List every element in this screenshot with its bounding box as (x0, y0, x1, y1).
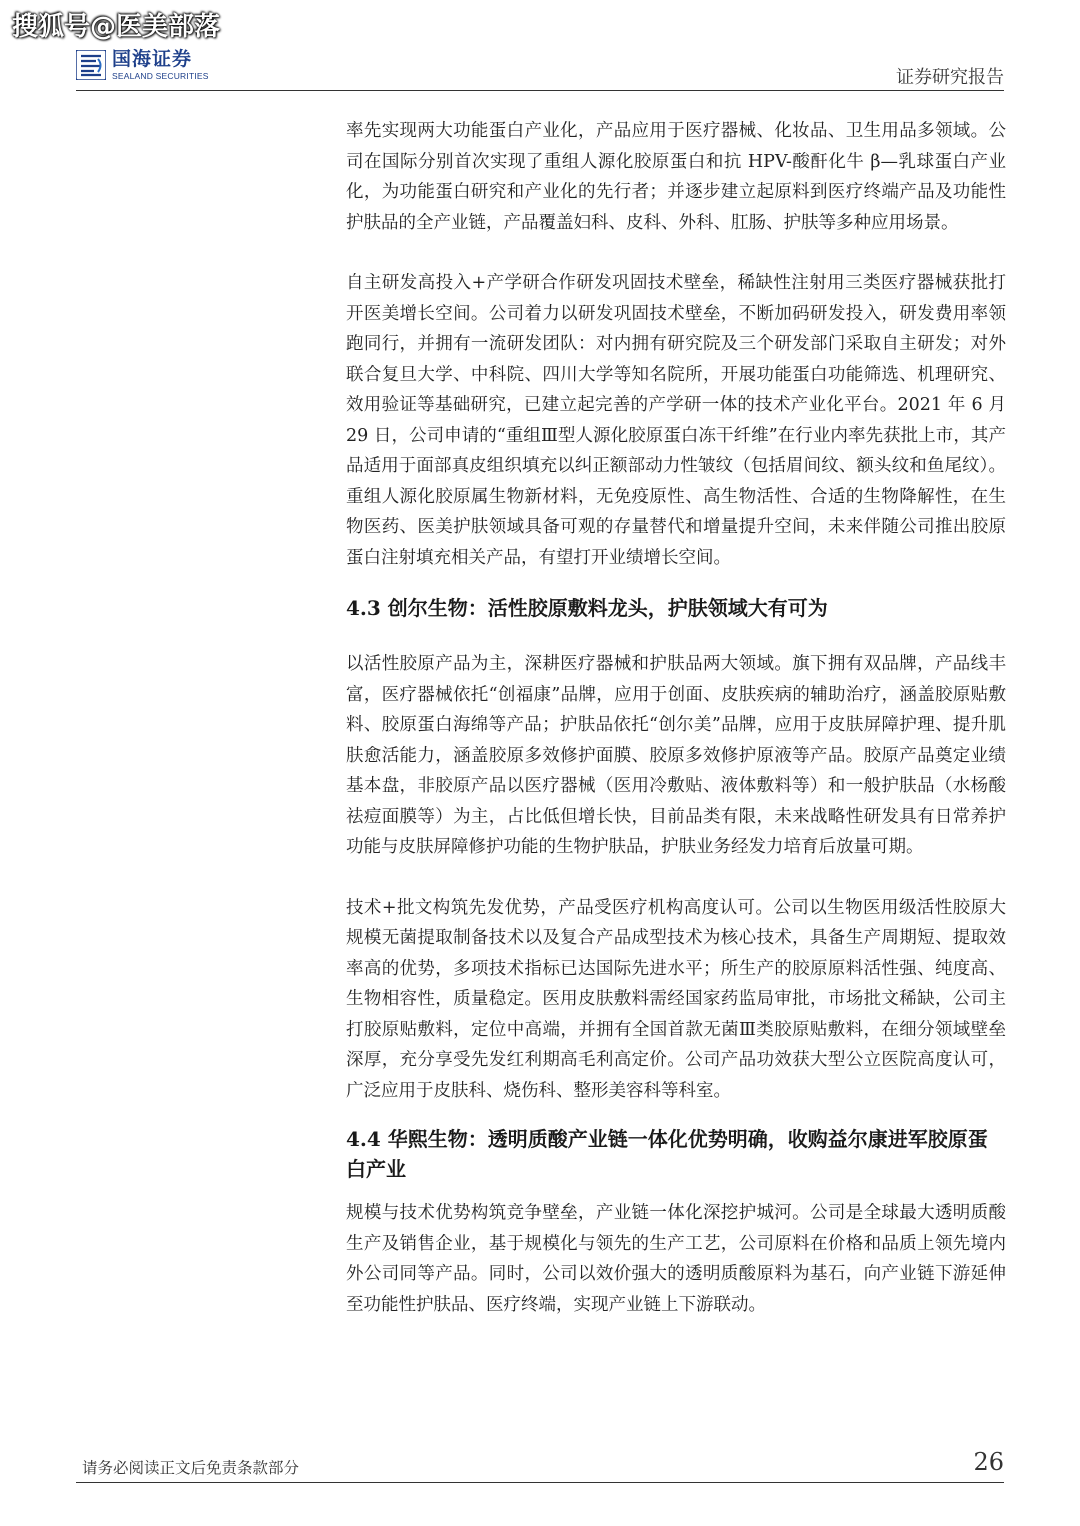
company-logo (76, 50, 209, 81)
sealand-logo-icon (76, 50, 106, 80)
paragraph: 率先实现两大功能蛋白产业化，产品应用于医疗器械、化妆品、卫生用品多领域。公司在国际分别首次实现了重组人源化胶原蛋白和抗 HPV-酸酐化牛 β—乳球蛋白产业化，为功能蛋白研究和产业化的先行者；并逐步建立起原料到医疗终端产品及功能性护肤品的全产业链，产品覆盖妇科、皮科、外科、肛肠、护肤等多种应用场景。 (346, 121, 1006, 233)
watermark: 搜狐号@医美部落 (12, 12, 221, 42)
page-footer (76, 1448, 1004, 1483)
logo-english-name: SEALAND SECURITIES (112, 71, 209, 81)
report-type: 证券研究报告 (896, 67, 1004, 88)
section-heading-4-3: 4.3 创尔生物：活性胶原敷料龙头，护肤领域大有可为 (346, 596, 828, 620)
disclaimer-note: 请务必阅读正文后免责条款部分 (82, 1459, 300, 1477)
section-heading-4-4: 4.4 华熙生物：透明质酸产业链一体化优势明确，收购益尔康进军胶原蛋白产业 (346, 1127, 988, 1181)
page-header (76, 48, 1004, 91)
paragraph: 规模与技术优势构筑竞争壁垒，产业链一体化深挖护城河。公司是全球最大透明质酸生产及销售企业，基于规模化与领先的生产工艺，公司原料在价格和品质上领先境内外公司同等产品。同时，公司以效价强大的透明质酸原料为基石，向产业链下游延伸至功能性护肤品、医疗终端，实现产业链上下游联动。 (346, 1203, 1006, 1315)
paragraph: 技术+批文构筑先发优势，产品受医疗机构高度认可。公司以生物医用级活性胶原大规模无菌提取制备技术以及复合产品成型技术为核心技术，具备生产周期短、提取效率高的优势，多项技术指标已达国际先进水平；所生产的胶原原料活性强、纯度高、生物相容性，质量稳定。医用皮肤敷料需经国家药监局审批，市场批文稀缺，公司主打胶原贴敷料，定位中高端，并拥有全国首款无菌Ⅲ类胶原贴敷料，在细分领域壁垒深厚，充分享受先发红利期高毛利高定价。公司产品功效获大型公立医院高度认可，广泛应用于皮肤科、烧伤科、整形美容科等科室。 (346, 897, 1006, 1101)
paragraph: 自主研发高投入+产学研合作研发巩固技术壁垒，稀缺性注射用三类医疗器械获批打开医美增长空间。公司着力以研发巩固技术壁垒，不断加码研发投入，研发费用率领跑同行，并拥有一流研发团队：对内拥有研究院及三个研发部门采取自主研发；对外联合复旦大学、中科院、四川大学等知名院所，开展功能蛋白功能筛选、机理研究、效用验证等基础研究，已建立起完善的产学研一体的技术产业化平台。2021 年 6 月 29 日，公司申请的“重组Ⅲ型人源化胶原蛋白冻干纤维”在行业内率先获批上市，其产品适用于面部真皮组织填充以纠正额部动力性皱纹（包括眉间纹、额头纹和鱼尾纹）。重组人源化胶原属生物新材料，无免疫原性、高生物活性、合适的生物降解性，在生物医药、医美护肤领域具备可观的存量替代和增量提升空间，未来伴随公司推出胶原蛋白注射填充相关产品，有望打开业绩增长空间。 (346, 273, 1006, 568)
paragraph: 以活性胶原产品为主，深耕医疗器械和护肤品两大领域。旗下拥有双品牌，产品线丰富，医疗器械依托“创福康”品牌，应用于创面、皮肤疾病的辅助治疗，涵盖胶原贴敷料、胶原蛋白海绵等产品；护肤品依托“创尔美”品牌，应用于皮肤屏障护理、提升肌肤愈活能力，涵盖胶原多效修护面膜、胶原多效修护原液等产品。胶原产品奠定业绩基本盘，非胶原产品以医疗器械（医用冷敷贴、液体敷料等）和一般护肤品（水杨酸祛痘面膜等）为主，占比低但增长快，目前品类有限，未来战略性研发具有日常养护功能与皮肤屏障修护功能的生物护肤品，护肤业务经发力培育后放量可期。 (346, 654, 1006, 857)
report-body (346, 116, 1006, 1320)
logo-chinese-name: 国海证券 (112, 48, 193, 70)
page-number: 26 (973, 1448, 1004, 1476)
